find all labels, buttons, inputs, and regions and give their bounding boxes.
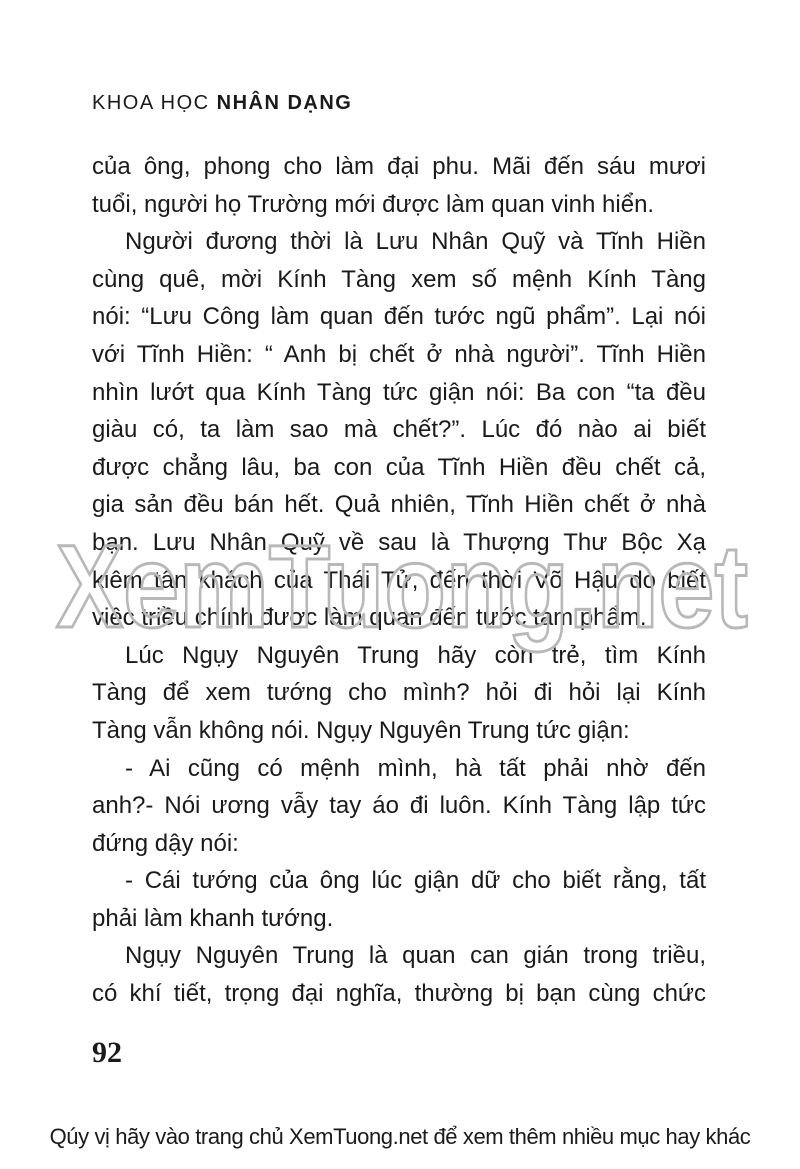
text-line: - Cái tướng của ông lúc giận dữ cho biết rằng, tất: [125, 867, 706, 895]
text-line: đứng dậy nói:: [92, 829, 239, 857]
watermark-text: XemTuong.net: [56, 521, 748, 653]
text-line: gia sản đều bán hết. Quả nhiên, Tĩnh Hiền chết ở nhà: [92, 491, 706, 519]
text-line: của ông, phong cho làm đại phu. Mãi đến sáu mươi: [92, 153, 706, 180]
text-line: bạn. Lưu Nhân Quỹ về sau là Thượng Thư Bộc Xạ: [92, 528, 706, 556]
text-line: với Tĩnh Hiền: “ Anh bị chết ở nhà người”. Tĩnh Hiền: [92, 340, 706, 368]
footer-text-before: Qúy vị hãy vào trang chủ: [49, 1124, 290, 1149]
header-text-bold: NHÂN DẠNG: [216, 92, 353, 114]
footer-text-after: để xem thêm nhiều mục hay khác: [427, 1124, 751, 1149]
text-line: - Ai cũng có mệnh mình, hà tất phải nhờ đến: [125, 754, 706, 782]
header-text-regular: KHOA HỌC: [92, 92, 217, 114]
body-text: [92, 148, 706, 1013]
footer-site-link[interactable]: XemTuong.net: [289, 1124, 428, 1149]
text-line: cùng quê, mời Kính Tàng xem số mệnh Kính Tàng: [92, 265, 706, 293]
text-line: việc triều chính được làm quan đến tước tam phẩm.: [92, 604, 647, 632]
text-line: Tàng để xem tướng cho mình? hỏi đi hỏi lại Kính: [92, 679, 706, 707]
text-line: tuổi, người họ Trường mới được làm quan vinh hiển.: [92, 190, 655, 218]
text-line: phải làm khanh tướng.: [92, 904, 334, 932]
running-header: [92, 92, 352, 115]
footer-notice: [0, 1124, 800, 1150]
text-line: được chẳng lâu, ba con của Tĩnh Hiền đều chết cả,: [92, 453, 706, 481]
text-line: giàu có, ta làm sao mà chết?”. Lúc đó nào ai biết: [92, 416, 706, 444]
text-line: anh?- Nói ương vẫy tay áo đi luôn. Kính Tàng lập tức: [92, 792, 706, 820]
text-line: nói: “Lưu Công làm quan đến tước ngũ phẩm”. Lại nói: [92, 303, 706, 331]
text-line: Người đương thời là Lưu Nhân Quỹ và Tĩnh Hiền: [125, 228, 706, 256]
text-line: Lúc Ngụy Nguyên Trung hãy còn trẻ, tìm Kính: [125, 641, 706, 669]
text-line: Ngụy Nguyên Trung là quan can gián trong triều,: [125, 942, 706, 970]
text-line: nhìn lướt qua Kính Tàng tức giận nói: Ba con “ta đều: [92, 378, 706, 406]
text-line: kiêm tân khách của Thái Tử, đến thời Võ Hậu do biết: [92, 566, 706, 594]
page-number: 92: [92, 1036, 122, 1069]
text-line: có khí tiết, trọng đại nghĩa, thường bị bạn cùng chức: [92, 980, 706, 1008]
text-line: Tàng vẫn không nói. Ngụy Nguyên Trung tức giận:: [92, 716, 630, 744]
